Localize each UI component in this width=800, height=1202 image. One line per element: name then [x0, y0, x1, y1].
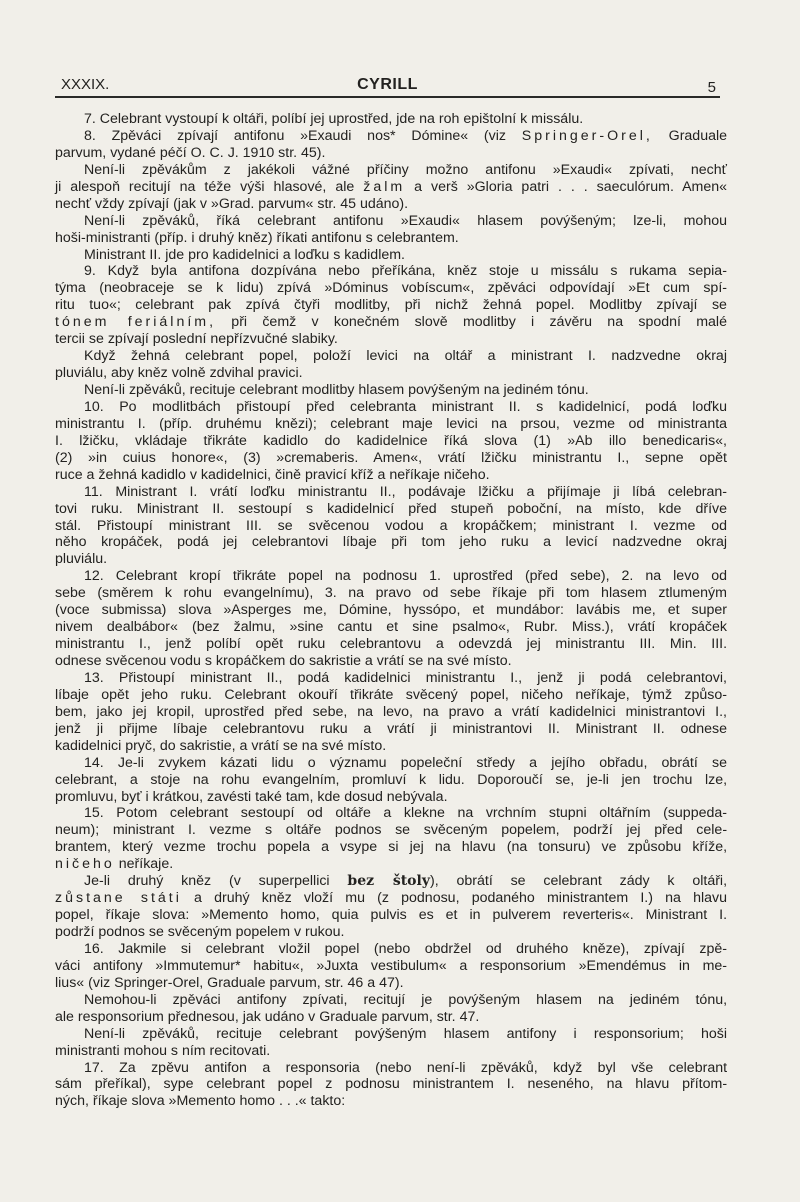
text-segment: celebrant, a stoje na rohu evangelním, promluví k lidu. Doporoučí se, je-li jen trochu lze,: [55, 771, 728, 788]
spaced-text: Springer-Orel,: [521, 127, 653, 144]
text-line: [55, 534, 727, 551]
text-line: [55, 822, 727, 839]
text-line: [55, 314, 727, 331]
text-line: [55, 873, 727, 890]
text-segment: 14. Je-li zvykem kázati lidu o významu popeleční středy a jejího obřadu, obrátí se: [84, 754, 727, 771]
text-segment: sám přeříkal), sype celebrant popel z podnosu ministrantem I. neseného, na hlavu přítom-: [55, 1076, 728, 1093]
spaced-text: ničeho: [55, 856, 115, 873]
text-line: [55, 839, 727, 856]
text-segment: líbaje opět jeho ruku. Celebrant okouří třikráte svěcený popel, ničeho neříkaje, týmž způso-: [55, 686, 727, 703]
text-segment: bem, jako jej kropil, uprostřed před sebe, na levo, na pravo a vrátí kadidelnici ministrantovi I.,: [55, 703, 727, 720]
text-segment: hoši-ministranti (příp. i druhý kněz) říkati antifonu s celebrantem.: [55, 229, 459, 246]
text-line: [55, 128, 727, 145]
text-line: [55, 653, 727, 670]
text-segment: Graduale: [652, 127, 728, 144]
text-segment: parvum, vydané péčí O. C. J. 1910 str. 45).: [55, 144, 326, 161]
text-line: [55, 585, 727, 602]
text-line: [55, 518, 727, 535]
text-line: [55, 1026, 727, 1043]
text-line: [55, 805, 727, 822]
text-segment: (voce submissa) slova »Asperges me, Dómine, hyssópo, et mundábor: lavábis me, et super: [55, 602, 728, 619]
text-line: [55, 772, 727, 789]
text-segment: lius« (viz Springer-Orel, Graduale parvum, str. 46 a 47).: [55, 974, 404, 991]
text-line: [55, 856, 727, 873]
text-segment: brantem, který vezme trochu popela a vsype si jej na hlavu (na tonsuru) ve způsobu kříže,: [55, 839, 728, 856]
text-line: [55, 789, 727, 806]
text-line: [55, 958, 727, 975]
text-segment: 13. Přistoupí ministrant II., podá kadidelnici ministrantu I., jenž ji podá celebrantovi,: [84, 669, 727, 686]
text-line: [55, 484, 727, 501]
bold-text: bez štoly: [347, 873, 430, 890]
text-segment: neum); ministrant I. vezme s oltáře podnos se svěceným popelem, podrží jej před cele-: [55, 822, 728, 839]
text-segment: 16. Jakmile si celebrant vložil popel (nebo obdržel od druhého kněze), zpívají zpě-: [84, 940, 727, 957]
text-segment: 15. Potom celebrant sestoupí od oltáře a klekne na vrchním stupni oltářním (suppeda-: [84, 805, 727, 822]
text-line: [55, 551, 727, 568]
text-segment: 10. Po modlitbách přistoupí před celebranta ministrant II. s kadidelnicí, podá loďku: [84, 398, 727, 415]
text-segment: ministrantu I., jenž políbí opět ruku celebrantovu a odevzdá jej ministrantu III. Min. III.: [55, 636, 728, 653]
text-segment: týma (neobraceje se k lidu) zpívá »Dóminus vobíscum«, zpěváci odpovídají »Et cum spí-: [55, 280, 727, 297]
text-line: [55, 1043, 727, 1060]
text-segment: ji alespoň recitují na téže výši hlasové, ale: [55, 178, 364, 195]
text-line: [55, 399, 727, 416]
text-segment: Je-li druhý kněz (v superpellici: [84, 873, 348, 890]
text-line: [55, 111, 727, 128]
text-segment: ministrantu I. (příp. druhému knězi); celebrant maje levici na prsou, vezme od ministranta: [55, 415, 728, 432]
text-segment: Ministrant II. jde pro kadidelnici a loďku s kadidlem.: [84, 246, 405, 263]
text-line: [55, 297, 727, 314]
text-line: [55, 196, 727, 213]
text-segment: něho kropáček, podá jej celebrantovi líbaje při tom jeho ruku a levicí nadzvedne okraj: [55, 534, 727, 551]
text-segment: stál. Přistoupí ministrant III. se svěcenou vodou a kropáčkem; ministrant I. vezme od: [55, 517, 728, 534]
text-line: [55, 247, 727, 264]
text-segment: ných, říkaje slova »Memento homo . . .« takto:: [55, 1093, 346, 1110]
text-line: [55, 382, 727, 399]
text-line: [55, 467, 727, 484]
text-segment: váci antifony »Immutemur* habitu«, »Juxta vestibulum« a responsorium »Emendémus in me-: [55, 957, 728, 974]
text-segment: ale responsorium přednesou, jak udáno v Graduale parvum, str. 47.: [55, 1008, 480, 1025]
text-segment: 11. Ministrant I. vrátí loďku ministrantu II., podávaje lžičku a přijímaje ji líbá celebran-: [84, 483, 728, 500]
text-line: [55, 162, 727, 179]
text-segment: a druhý kněz vloží mu (z podnosu, podaného ministrantem I.) na hlavu: [181, 890, 728, 907]
text-segment: Není-li zpěvákům z jakékoli vážné příčiny možno antifonu »Exaudi« zpívati, nechť: [84, 161, 727, 178]
text-segment: nivem dealbábor« (bez žalmu, »sine cantu et sine psalmo«, Rubr. Miss.), vrátí kropáček: [55, 619, 727, 636]
text-segment: 8. Zpěváci zpívají antifonu »Exaudi nos* Dómine« (viz: [84, 127, 522, 144]
text-segment: 9. Když byla antifona dozpívána nebo přeříkána, kněz stoje u missálu s rukama sepia-: [84, 263, 727, 280]
text-line: [55, 1009, 727, 1026]
text-segment: tovi ruku. Ministrant II. sestoupí s kadidelnicí před stupeň poboční, na místo, kde dříve: [55, 500, 728, 517]
text-line: [55, 687, 727, 704]
spaced-text: tónem feriálním,: [55, 314, 217, 331]
text-segment: Není-li zpěváků, recituje celebrant modlitby hlasem povýšeným na jediném tónu.: [84, 382, 589, 398]
spaced-text: žalm: [363, 178, 406, 195]
text-line: [55, 1076, 727, 1093]
text-segment: pluviálu, aby kněz volně zdvihal pravici.: [55, 365, 303, 382]
text-line: [55, 1060, 727, 1077]
text-segment: pluviálu.: [55, 551, 108, 568]
text-line: [55, 331, 727, 348]
text-line: [55, 924, 727, 941]
text-line: [55, 263, 727, 280]
text-segment: Není-li zpěváků, říká celebrant antifonu »Exaudi« hlasem povýšeným; lze-li, mohou: [84, 212, 727, 229]
text-segment: kadidelnici pryč, do sakristie, a vrátí se na své místo.: [55, 737, 387, 754]
text-line: [55, 755, 727, 772]
text-line: [55, 230, 727, 247]
body-text: [55, 111, 727, 1110]
text-line: [55, 738, 727, 755]
text-segment: Když žehná celebrant popel, položí levici na oltář a ministrant I. nadzvedne okraj: [84, 348, 727, 365]
text-line: [55, 1093, 727, 1110]
text-line: [55, 670, 727, 687]
text-segment: ruce a žehná kadidlo v kadidelnici, čině pravicí kříž a neříkaje ničeho.: [55, 466, 490, 483]
text-segment: popel, říkaje slova: »Memento homo, quia pulvis es et in pulverem reverteris«. Ministrant I.: [55, 907, 728, 924]
text-line: [55, 416, 727, 433]
journal-title: CYRILL: [357, 76, 418, 93]
text-line: [55, 941, 727, 958]
text-line: [55, 721, 727, 738]
text-segment: Nemohou-li zpěváci antifony zpívati, recitují je povýšeným hlasem na jediném tónu,: [84, 991, 728, 1008]
spaced-text: zůstane státi: [55, 890, 182, 907]
text-segment: ministranti mohou s ním recitovati.: [55, 1042, 271, 1059]
text-segment: 7. Celebrant vystoupí k oltáři, políbí jej uprostřed, jde na roh epištolní k missálu.: [84, 111, 584, 127]
text-segment: 12. Celebrant kropí třikráte popel na podnosu 1. uprostřed (před sebe), 2. na levo od: [84, 568, 727, 585]
text-line: [55, 890, 727, 907]
text-line: [55, 280, 727, 297]
text-segment: I. lžičku, vkládaje třikráte kadidlo do kadidelnice říká slova (1) »Ab illo benedicaris«,: [55, 432, 727, 449]
text-segment: ritu tuo«; celebrant pak zpívá čtyři modlitby, při nichž žehná popel. Modlitby zpívají se: [55, 297, 727, 314]
text-segment: ), obrátí se celebrant zády k oltáři,: [429, 873, 728, 890]
text-line: [55, 179, 727, 196]
text-line: [55, 501, 727, 518]
text-line: [55, 636, 727, 653]
text-line: [55, 975, 727, 992]
text-segment: odnese svěcenou vodu s kropáčkem do sakristie a vrátí se na své místo.: [55, 653, 512, 669]
text-segment: (2) »in cuius honore«, (3) »cremaberis. Amen«, vrátí lžičku ministrantu I., sepne opět: [55, 449, 727, 466]
text-segment: tercii se zpívají poslední nepřízvučné slabiky.: [55, 331, 338, 348]
text-segment: podrží podnos se svěceným popelem v rukou.: [55, 924, 345, 940]
text-segment: a verš »Gloria patri . . . saeculórum. Amen«: [405, 178, 728, 195]
text-segment: neříkaje.: [114, 856, 174, 873]
text-line: [55, 145, 727, 162]
text-line: [55, 213, 727, 230]
text-line: [55, 907, 727, 924]
text-segment: 17. Za zpěvu antifon a responsoria (nebo není-li zpěváků, když byl vše celebrant: [84, 1059, 728, 1076]
text-segment: nechť vždy zpívají (jak v »Grad. parvum« str. 45 udáno).: [55, 195, 409, 212]
text-line: [55, 348, 727, 365]
text-segment: Není-li zpěváků, recituje celebrant povýšeným hlasem antifony i responsorium; hoši: [84, 1025, 728, 1042]
text-line: [55, 619, 727, 636]
text-segment: promluvu, byť i krátkou, zavésti také tam, kde dosud nebývala.: [55, 788, 448, 805]
text-segment: jenž ji přijme líbaje celebrantovu ruku a vrátí ji ministrantovi II. Ministrant II. odnese: [55, 720, 727, 737]
text-line: [55, 365, 727, 382]
text-segment: sebe (směrem k rohu evangelnímu), 3. na pravo od sebe říkaje při tom hlasem ztlumeným: [55, 585, 727, 602]
text-line: [55, 992, 727, 1009]
text-line: [55, 602, 727, 619]
text-line: [55, 568, 727, 585]
text-line: [55, 450, 727, 467]
text-line: [55, 433, 727, 450]
volume-number: XXXIX.: [61, 76, 110, 93]
running-header: [55, 74, 720, 98]
text-segment: při čemž v konečném slově modlitby i závěru na spodní malé: [216, 314, 727, 331]
text-line: [55, 704, 727, 721]
page-number: 5: [707, 79, 716, 96]
